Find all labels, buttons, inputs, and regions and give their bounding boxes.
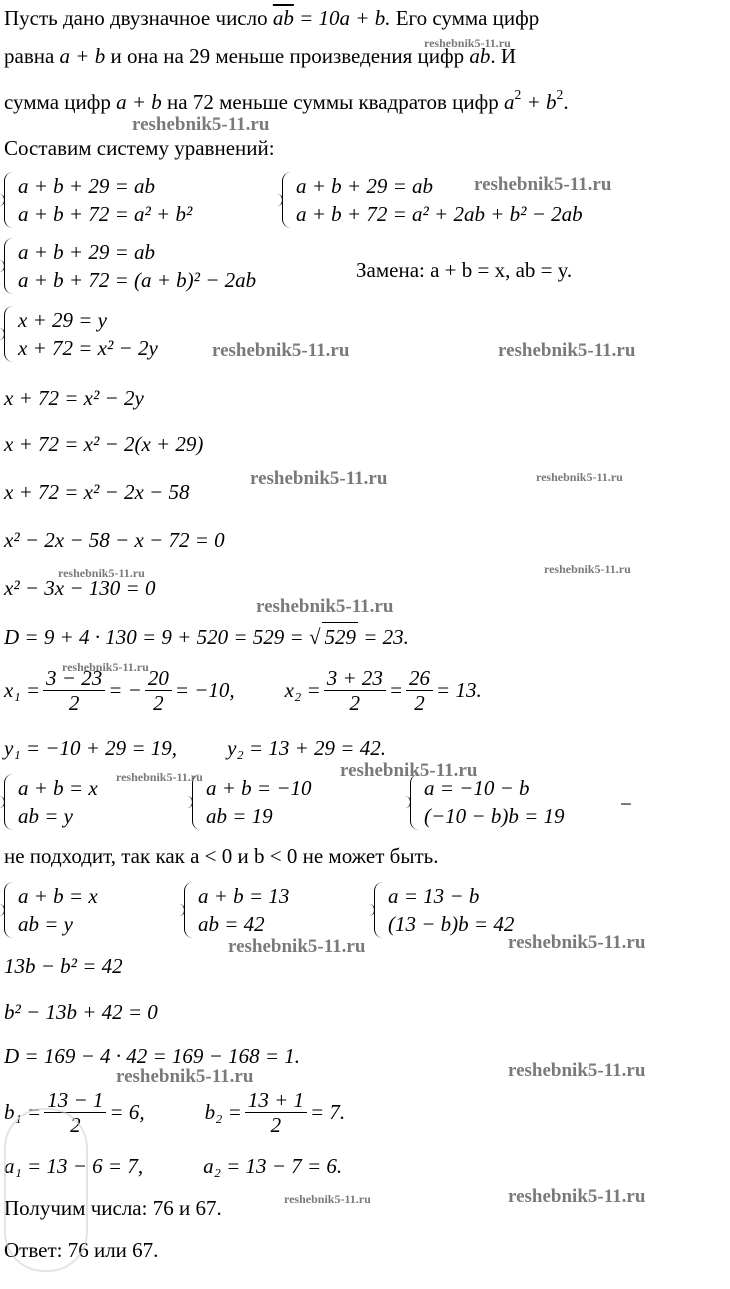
brace-icon bbox=[4, 238, 14, 294]
step-line: b² − 13b + 42 = 0 bbox=[4, 1000, 158, 1024]
roots-x-line: x₁ = $\frac{3 - 23}{2}$ = − $\frac{20}{2}$ = −10, x₂ = $\frac{3 + 23}{2}$ = $\frac{26}{2}$ = 13. bbox=[4, 665, 482, 715]
watermark: reshebnik5-11.ru bbox=[508, 1060, 646, 1081]
watermark: reshebnik5-11.ru bbox=[474, 174, 612, 195]
system-7: a = −10 − b (−10 − b)b = 19 bbox=[410, 774, 565, 830]
system-1: a + b + 29 = ab a + b + 72 = a² + b² bbox=[4, 172, 192, 228]
brace-icon bbox=[4, 306, 14, 362]
roots-b-line: b₁ = $\frac{13 - 1}{2}$ = 6, b₂ = $\frac{13 + 1}{2}$ = 7. bbox=[4, 1087, 346, 1137]
system-6: a + b = −10 ab = 19 bbox=[192, 774, 312, 830]
brace-icon bbox=[282, 172, 292, 228]
system-10: a = 13 − b (13 − b)b = 42 bbox=[374, 882, 514, 938]
system-5: a + b = x ab = y bbox=[4, 774, 98, 830]
brace-icon bbox=[374, 882, 384, 938]
fraction: $\frac{13 - 1}{2}$ bbox=[44, 1088, 106, 1137]
intro-line-4: Составим систему уравнений: bbox=[4, 136, 275, 160]
not-fit-text: не подходит, так как a < 0 и b < 0 не может быть. bbox=[4, 844, 439, 868]
system-9: a + b = 13 ab = 42 bbox=[184, 882, 289, 938]
watermark: reshebnik5-11.ru bbox=[250, 468, 388, 489]
step-line: x + 72 = x² − 2x − 58 bbox=[4, 480, 190, 504]
system-2: a + b + 29 = ab a + b + 72 = a² + 2ab + b² − 2ab bbox=[282, 172, 583, 228]
watermark: reshebnik5-11.ru bbox=[256, 596, 394, 617]
watermark: reshebnik5-11.ru bbox=[508, 1186, 646, 1207]
watermark: reshebnik5-11.ru bbox=[284, 1192, 371, 1206]
stamp-watermark-icon bbox=[4, 1108, 88, 1272]
brace-icon bbox=[410, 774, 420, 830]
watermark: reshebnik5-11.ru bbox=[132, 114, 270, 135]
brace-icon bbox=[4, 774, 14, 830]
step-line: x + 72 = x² − 2y bbox=[4, 386, 144, 410]
watermark: reshebnik5-11.ru bbox=[116, 770, 203, 784]
watermark: reshebnik5-11.ru bbox=[116, 1066, 254, 1087]
brace-icon bbox=[4, 882, 14, 938]
brace-icon bbox=[4, 172, 14, 228]
system-4: x + 29 = y x + 72 = x² − 2y bbox=[4, 306, 158, 362]
fraction: $\frac{3 + 23}{2}$ bbox=[324, 666, 386, 715]
fraction: $\frac{20}{2}$ bbox=[145, 666, 172, 715]
answer-text: Ответ: 76 или 67. bbox=[4, 1238, 159, 1262]
discriminant-line: D = 9 + 4 · 130 = 9 + 520 = 529 = √ 529 = 23. bbox=[4, 622, 409, 651]
fraction: $\frac{3 - 23}{2}$ bbox=[43, 666, 105, 715]
step-line: x² − 3x − 130 = 0 bbox=[4, 576, 156, 600]
fraction: $\frac{26}{2}$ bbox=[406, 666, 433, 715]
watermark: reshebnik5-11.ru bbox=[228, 936, 366, 957]
roots-a-line: a₁ = 13 − 6 = 7, a₂ = 13 − 7 = 6. bbox=[4, 1154, 343, 1178]
roots-y-line: y₁ = −10 + 29 = 19, y₂ = 13 + 29 = 42. bbox=[4, 736, 386, 760]
watermark: reshebnik5-11.ru bbox=[58, 566, 145, 580]
watermark: reshebnik5-11.ru bbox=[498, 340, 636, 361]
watermark: reshebnik5-11.ru bbox=[424, 36, 511, 50]
intro-line-3: сумма цифр a + b на 72 меньше суммы квадратов цифр $a^2 + b^2$. bbox=[4, 86, 569, 114]
watermark: reshebnik5-11.ru bbox=[544, 562, 631, 576]
watermark: reshebnik5-11.ru bbox=[62, 660, 149, 674]
result-text: Получим числа: 76 и 67. bbox=[4, 1196, 222, 1220]
system-3: a + b + 29 = ab a + b + 72 = (a + b)² − 2ab bbox=[4, 238, 256, 294]
watermark: reshebnik5-11.ru bbox=[536, 470, 623, 484]
number-ab-overline: $\overline{ab}$ bbox=[272, 6, 294, 30]
system-8: a + b = x ab = y bbox=[4, 882, 98, 938]
step-line: x + 72 = x² − 2(x + 29) bbox=[4, 432, 204, 456]
watermark: reshebnik5-11.ru bbox=[212, 340, 350, 361]
substitution-text: Замена: a + b = x, ab = y. bbox=[356, 258, 573, 282]
watermark: reshebnik5-11.ru bbox=[508, 932, 646, 953]
step-line: D = 169 − 4 · 42 = 169 − 168 = 1. bbox=[4, 1044, 301, 1068]
dash-mark: − bbox=[620, 792, 632, 816]
watermark: reshebnik5-11.ru bbox=[340, 760, 478, 781]
fraction: $\frac{13 + 1}{2}$ bbox=[245, 1088, 307, 1137]
step-line: x² − 2x − 58 − x − 72 = 0 bbox=[4, 528, 225, 552]
intro-line-2: равна a + b и она на 29 меньше произведения цифр ab. И bbox=[4, 44, 516, 68]
step-line: 13b − b² = 42 bbox=[4, 954, 123, 978]
brace-icon bbox=[184, 882, 194, 938]
intro-line-1: Пусть дано двузначное число $\overline{ab} = 10a + b$. Его сумма цифр bbox=[4, 6, 540, 30]
